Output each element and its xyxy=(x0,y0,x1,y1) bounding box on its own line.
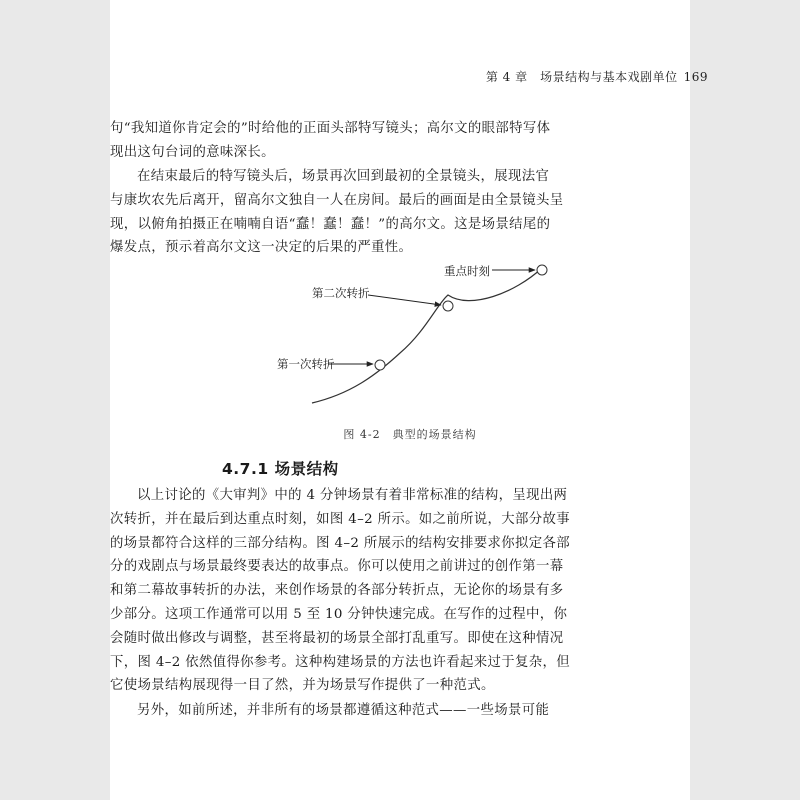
text-line: 在结束最后的特写镜头后，场景再次回到最初的全景镜头，展现法官 xyxy=(137,169,550,184)
text-line: 以上讨论的《大审判》中的 4 分钟场景有着非常标准的结构，呈现出两 xyxy=(137,488,568,503)
text-line: 会随时做出修改与调整，甚至将最初的场景全部打乱重写。即使在这种情况 xyxy=(110,630,564,646)
body-paragraph xyxy=(110,484,598,698)
section-title: 场景结构 xyxy=(274,460,339,478)
text-line: 和第二幕故事转折的办法，来创作场景的各部分转折点，无论你的场景有多 xyxy=(110,583,564,599)
section-heading xyxy=(222,457,339,479)
running-head xyxy=(486,68,708,85)
text-line: 下，图 4–2 依然值得你参考。这种构建场景的方法也许看起来过于复杂，但 xyxy=(110,654,570,670)
climax-point xyxy=(537,265,547,275)
intro-paragraph xyxy=(110,117,598,165)
text-line: 分的戏剧点与场景最终要表达的故事点。你可以使用之前讲过的创作第一幕 xyxy=(110,559,564,575)
text-line: 现，以俯角拍摄正在喃喃自语“蠢！蠢！蠢！”的高尔文。这是场景结尾的 xyxy=(110,216,551,232)
text-line: 少部分。这项工作通常可以用 5 至 10 分钟快速完成。在写作的过程中，你 xyxy=(110,606,568,622)
text-line: 另外，如前所述，并非所有的场景都遵循这种范式——一些场景可能 xyxy=(137,703,550,718)
text-line: 现出这句台词的意味深长。 xyxy=(110,144,275,160)
first-turn-point xyxy=(375,360,385,370)
figure-caption: 图 4-2 典型的场景结构 xyxy=(343,428,477,441)
second-turn-arrow xyxy=(368,295,441,305)
second-turn-label: 第二次转折 xyxy=(312,286,370,300)
section-number: 4.7.1 xyxy=(222,460,269,478)
text-line: 次转折，并在最后到达重点时刻，如图 4–2 所示。如之前所说，大部分故事 xyxy=(110,511,570,527)
climax-label: 重点时刻 xyxy=(444,264,490,278)
second-turn-point xyxy=(443,301,453,311)
first-turn-label: 第一次转折 xyxy=(277,357,335,371)
scene-structure-diagram xyxy=(250,258,570,418)
text-line: 句“我知道你肯定会的”时给他的正面头部特写镜头；高尔文的眼部特写体 xyxy=(110,121,551,136)
text-line: 爆发点，预示着高尔文这一决定的后果的严重性。 xyxy=(110,240,413,256)
scene-structure-figure xyxy=(250,258,570,418)
chapter-title: 第 4 章 场景结构与基本戏剧单位 xyxy=(485,70,678,84)
final-paragraph xyxy=(110,699,598,723)
page-number: 169 xyxy=(683,70,708,84)
text-line: 它使场景结构展现得一目了然，并为场景写作提供了一种范式。 xyxy=(110,678,495,694)
text-line: 的场景都符合这样的三部分结构。图 4–2 所展示的结构安排要求你拟定各部 xyxy=(110,535,570,551)
paragraph-ending xyxy=(110,165,598,260)
text-line: 与康坎农先后离开，留高尔文独自一人在房间。最后的画面是由全景镜头呈 xyxy=(110,192,564,208)
